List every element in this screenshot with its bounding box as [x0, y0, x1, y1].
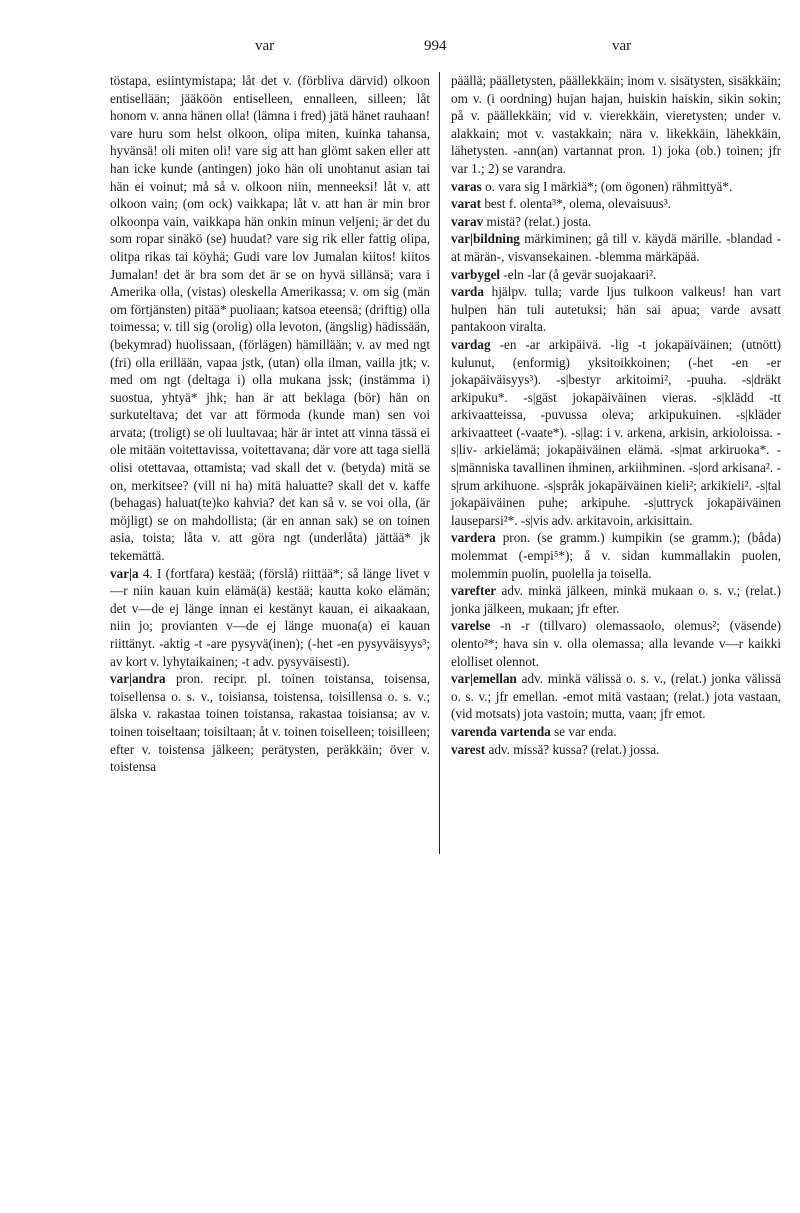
dictionary-entry	[451, 195, 781, 213]
entry-text: pron. (se gramm.) kumpikin (se gramm.); (båda) molemmat (-empi⁵*); å v. sidan kummallakin puolen, molemmin puolin, puolella ja toisella.	[451, 530, 781, 581]
dictionary-entry	[451, 230, 781, 265]
entry-headword: var|bildning	[451, 231, 520, 247]
entry-headword: varefter	[451, 583, 497, 599]
entry-headword: varas	[451, 178, 482, 194]
dictionary-entry	[451, 283, 781, 336]
entry-headword: varav	[451, 213, 484, 229]
dictionary-entry	[451, 178, 781, 196]
dictionary-entry	[451, 529, 781, 582]
entry-headword: varenda vartenda	[451, 723, 551, 739]
entry-text: -eln -lar (å gevär suojakaari².	[500, 266, 657, 282]
entry-headword: varest	[451, 741, 486, 757]
entry-text: adv. minkä välissä o. s. v., (relat.) jonka välissä o. s. v.; jfr emellan. -emot mitä vastaan; (relat.) jota vastaan, (vid motsats) jota vastoin; mutta, vaan; jfr emot.	[451, 671, 781, 722]
entry-text: adv. minkä jälkeen, minkä mukaan o. s. v.; (relat.) jonka jälkeen, mukaan; jfr efter.	[451, 583, 781, 616]
entry-text: best f. olenta³*, olema, olevaisuus³.	[481, 196, 671, 212]
dictionary-entry	[451, 617, 781, 670]
entry-headword: varat	[451, 196, 482, 212]
entry-text: -en -ar arkipäivä. -lig -t jokapäiväinen; (utnött) kulunut, (enformig) yksitoikkoinen; (-het -en -er jokapäiväisyys³). -s|bestyr arkitoimi², -puuha. -s|dräkt arkipuku*. -s|gäst jokapäiväinen vieras. -s|klädd -tt arkivaatteissa, -puvussa oleva; arkipukuinen. -s|kläder arkivaatteet (-vaate*). -s|lag: i v. arkena, arkisin, arkioloissa. -s|liv- arkielämä; jokapäiväinen elämä. -s|mat arkiruoka*. -s|människa tavallinen ihminen, arkiihminen. -s|ord arkisana². -s|rum arkihuone. -s|språk jokapäiväinen kieli²; arkikieli². -s|tal jokapäiväinen puhe; arkipuhe. -s|uttryck jokapäiväinen lauseparsi²*. -s|vis adv. arkitavoin, arkisittain.	[451, 336, 781, 528]
entry-text: päällä; päälletysten, päällekkäin; inom v. sisätysten, sisäkkäin; om v. (i oordning) hujan hajan, huiskin haiskin, sikin sokin; på v. päällekkäin; vid v. vierekkäin, vieretysten; under v. alakkain; mot v. vastakkain; nära v. likekkäin, lähekkäin, lähetysten. -ann(an) vartannat pron. 1) joka (ob.) toinen; jfr var 1.; 2) se varandra.	[451, 73, 781, 176]
entry-text: mistä? (relat.) josta.	[483, 213, 592, 229]
entry-headword: varbygel	[451, 266, 501, 282]
dictionary-entry	[451, 266, 781, 284]
entry-headword: var|a	[110, 565, 139, 581]
left-column	[110, 72, 430, 776]
dictionary-entry	[110, 670, 430, 776]
entry-headword: var|andra	[110, 671, 166, 687]
entry-text: 4. I (fortfara) kestää; (förslå) riittää*; så länge livet v—r niin kauan kuin elämä(ä) kestää; kautta koko elämän; det v—de ej länge innan ei kestänyt kauan, ei aikaakaan, niin jo; provianten v—de ej länge muona(a) ei kauan riittänyt. -aktig -t -are pysyvä(inen); (-het -en pysyväisyys³; av kort v. lyhytaikainen; -t adv. pysyväisesti).	[110, 565, 430, 669]
column-divider	[439, 72, 440, 854]
entry-text: o. vara sig I märkiä*; (om ögonen) rähmittyä*.	[481, 178, 733, 194]
entry-text: töstapa, esiintymistapa; låt det v. (förbliva därvid) olkoon entisellään; jääköön entiselleen, ennalleen, silleen; låt honom v. anna hänen olla! (lämna i fred) jätä hänet rauhaan! vare huru som helst olkoon, olipa miten, kuinka tahansa, hyvänsä! oli miten oli! vare sig att han glömt saken eller att han icke kunde (antingen) joko hän oli unohtanut asian tai hän ei voinut; må så v. olkoon niin, menneeksi! låt v. att olkoon vain; (om ock) vaikkapa; låt v. att han är min bror olkoonpa vain, vaikkapa hän onkin minun veljeni; är det du som ropar sinäkö (se) huudat? vare sig rik eller fattig olipa, olitpa rikas tai köyhä; Gudi vare lov Jumalan kiitos! kiitos Jumalan! det är bra som det är se on hyvä sillänsä; vara i Amerika olla, (vistas) oleskella Amerikassa; v. om sig (män om förtjänsten) pitää* puoliaan; katsoa eteensä; (driftig) olla toimessa; v. till sig (orolig) olla levoton, (ängslig) hädissään, (bekymrad) huolissaan, (förlägen) hämillään; v. av med ngt (fri) olla erillään, vapaa jstk, (utan) olla ilman, vailla jtk; v. med om ngt (deltaga i) olla mukana jssk; (instämma i) suostua, yhtyä* jhk; han är att beklaga (bör) hän on surkuteltava; det var att förmoda (kunde man) sen voi arvata; (troligt) se oli luultavaa; här är intet att vinna tässä ei ole mitään voitettavissa, voitettavana; där vore att taga siellä olisi otettavaa, ottamista; vad skall det v. (betyda) mitä se on, merkitsee? (vill ni ha) mitä haluatte? skall det v. kaffe (behagas) haluat(te)ko kahvia? det kan så v. se voi olla, (är möjligt) se on mahdollista; (är en annan sak) se on toinen asia, toista; låta v. att göra ngt (underlåta) jättää* jk tekemättä.	[110, 73, 430, 564]
entry-text: adv. missä? kussa? (relat.) jossa.	[485, 741, 660, 757]
entry-text: märkiminen; gå till v. käydä märille. -blandad -at märän-, visvansekainen. -blemma märkäpää.	[451, 231, 781, 264]
entry-text: hjälpv. tulla; varde ljus tulkoon valkeus! han vart hulpen hän tuli autetuksi; hän sai apua; varde avsatt pantakoon viralta.	[451, 284, 781, 335]
dictionary-entry	[451, 741, 781, 759]
page-number: 994	[424, 38, 447, 54]
page-header	[0, 38, 800, 58]
entry-text: -n -r (tillvaro) olemassaolo, olemus²; (väsende) olento²*; hava sin v. olla olemassa; alla levande v—r kaikki elolliset olennot.	[451, 618, 781, 669]
dictionary-entry	[451, 723, 781, 741]
entry-text: se var enda.	[550, 723, 617, 739]
entry-headword: vardag	[451, 336, 491, 352]
entry-text: pron. recipr. pl. toinen toistansa, toisensa, toisellensa o. s. v., toisiansa, toistensa, toisillensa o. s. v.; älska v. rakastaa toinen toistansa, rakastaa toisiansa; av v. toinen toiseltaan; toisiltaan; åt v. toinen toiselleen; toisilleen; efter v. toistensa jälkeen; perätysten, peräkkäin; över v. toistensa	[110, 671, 430, 775]
entry-headword: vardera	[451, 530, 496, 546]
header-right-guideword: var	[612, 38, 632, 54]
dictionary-entry	[451, 336, 781, 530]
dictionary-entry	[451, 213, 781, 231]
dictionary-entry	[451, 670, 781, 723]
entry-headword: varelse	[451, 618, 491, 634]
entry-headword: var|emellan	[451, 671, 517, 687]
entry-continuation	[451, 72, 781, 178]
entry-headword: varda	[451, 284, 484, 300]
dictionary-entry	[451, 582, 781, 617]
right-column	[451, 72, 781, 758]
entry-continuation	[110, 72, 430, 565]
dictionary-entry	[110, 565, 430, 671]
header-left-guideword: var	[255, 38, 275, 54]
